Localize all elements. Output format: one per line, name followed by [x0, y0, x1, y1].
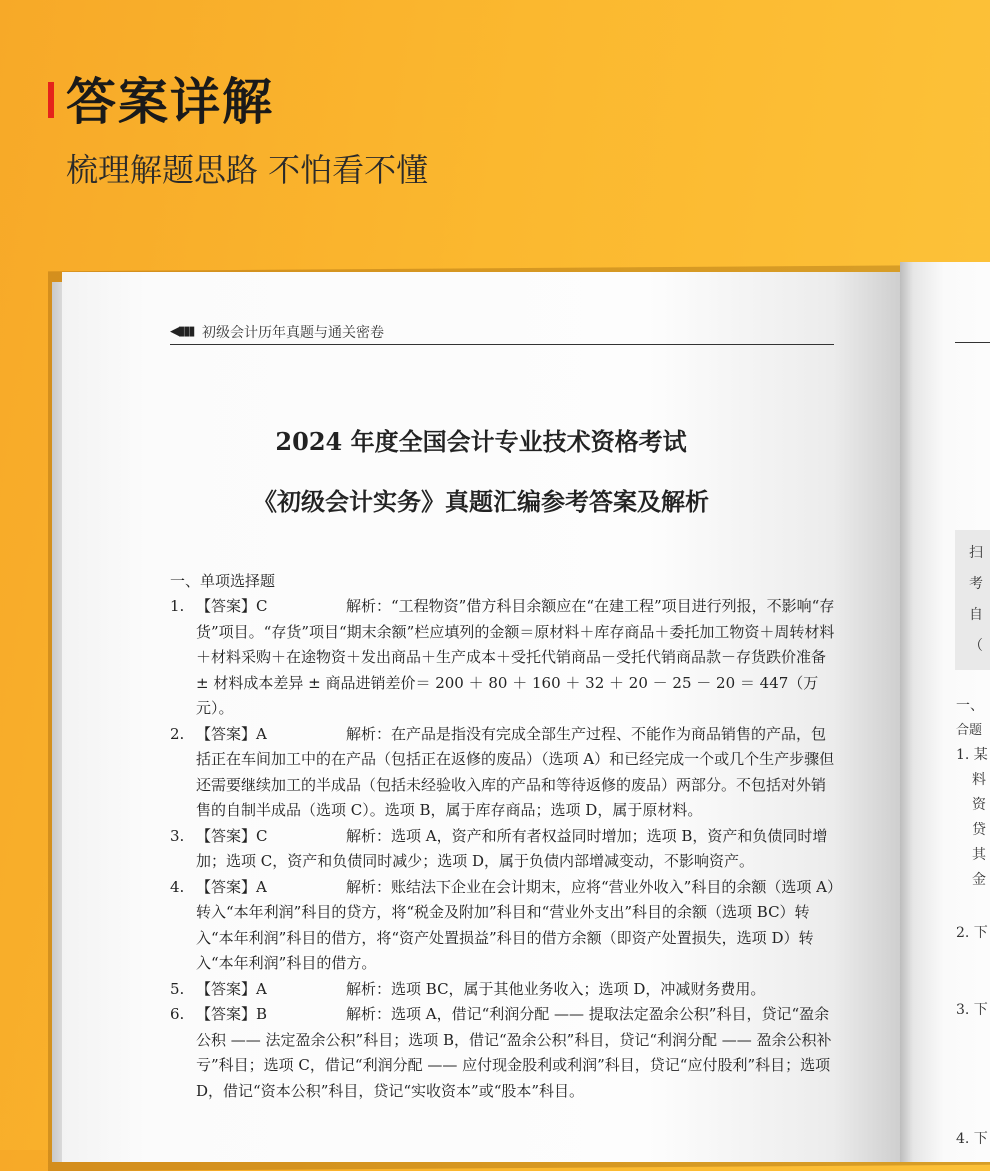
- item-answer: 【答案】A: [196, 877, 267, 896]
- item-answer: 【答案】A: [196, 979, 267, 998]
- right-page-text: 4. 下: [956, 1131, 988, 1147]
- section-heading: 一、单项选择题: [170, 572, 276, 590]
- answer-list: [170, 594, 838, 1104]
- item-number: 6.: [170, 1005, 185, 1023]
- right-page-text: 1. 某: [956, 747, 988, 763]
- right-page-text: 料: [972, 772, 986, 788]
- item-explanation: 解析：选项 BC，属于其他业务收入；选项 D，冲减财务费用。: [346, 979, 766, 998]
- item-number: 5.: [170, 979, 185, 998]
- item-explanation: 解析：选项 A，资产和所有者权益同时增加；选项 B，资产和负债同时增加；选项 C，资产和负债同时减少；选项 D，属于负债内部增减变动，不影响资产。: [196, 826, 828, 870]
- answer-item: [170, 824, 838, 875]
- answer-item: [170, 722, 838, 824]
- right-page-text: 3. 下: [956, 1002, 988, 1018]
- right-box-text: 自: [969, 607, 983, 623]
- item-explanation: 解析：账结法下企业在会计期末，应将“营业外收入”科目的余额（选项 A）转入“本年利润”科目的贷方，将“税金及附加”科目和“营业外支出”科目的余额（选项 BC）转入“本年利润”科目的借方，将“资产处置损益”科目的借方余额（即资产处置损失，选项 D）转入“本年利润”科目的借方。: [196, 877, 835, 972]
- running-head: [170, 320, 834, 345]
- right-page-text: 2. 下: [956, 925, 988, 941]
- right-page-text: 一、: [956, 698, 984, 714]
- answer-item: [170, 1002, 838, 1104]
- item-number: 3.: [170, 826, 185, 845]
- right-box-text: 扫: [969, 545, 983, 561]
- item-explanation: 解析：“工程物资”借方科目余额应在“在建工程”项目进行列报，不影响“存货”项目。“存货”项目“期末余额”栏应填列的金额＝原材料＋库存商品＋委托加工物资＋周转材料＋材料采购＋在途物资＋发出商品＋生产成本＋受托代销商品－受托代销商品款－存货跌价准备 ± 材料成本差异 ± 商品进销差价＝ 200 ＋ 80 ＋ 160 ＋ 32 ＋ 20 － 25 － 20 ＝ 447（万元）。: [196, 597, 835, 717]
- document-title-line2: 《初级会计实务》真题汇编参考答案及解析: [253, 487, 709, 516]
- hero-title: 答案详解: [66, 73, 274, 131]
- right-running-head-rule: [955, 342, 990, 343]
- hero-accent-bar: [48, 82, 54, 118]
- answer-item: [170, 977, 838, 1003]
- hero-subtitle: 梳理解题思路 不怕看不懂: [66, 151, 429, 189]
- answer-item: [170, 875, 838, 977]
- right-box-text: 考: [969, 576, 983, 592]
- book-marker-icon: ◀▮▮▮: [170, 324, 194, 339]
- right-page-text: 金: [972, 872, 986, 888]
- right-page-text: 合题: [956, 723, 983, 738]
- item-answer: 【答案】A: [196, 724, 267, 743]
- item-answer: 【答案】B: [196, 1005, 268, 1023]
- right-info-box: [955, 530, 990, 670]
- item-answer: 【答案】C: [196, 597, 268, 615]
- right-page-text: 资: [972, 797, 986, 813]
- right-page-text: 贷: [972, 822, 986, 838]
- book-right-page: [900, 262, 990, 1162]
- item-number: 4.: [170, 877, 185, 896]
- item-number: 1.: [170, 597, 185, 615]
- item-explanation: 解析：在产品是指没有完成全部生产过程、不能作为商品销售的产品，包括正在车间加工中的在产品（包括正在返修的废品）（选项 A）和已经完成一个或几个生产步骤但还需要继续加工的半成品（包括未经验收入库的产品和等待返修的废品）两部分。不包括对外销售的自制半成品（选项 C）。选项 B，属于库存商品；选项 D，属于原材料。: [196, 724, 835, 819]
- item-answer: 【答案】C: [196, 826, 268, 845]
- item-explanation: 解析：选项 A，借记“利润分配 —— 提取法定盈余公积”科目，贷记“盈余公积 —— 法定盈余公积”科目；选项 B，借记“盈余公积”科目，贷记“利润分配 —— 盈余公积补亏”科目；选项 C，借记“利润分配 —— 应付现金股利或利润”科目，贷记“应付股利”科目；选项 D，借记“资本公积”科目，贷记“实收资本”或“股本”科目。: [196, 1005, 832, 1100]
- document-title-line1: 2024 年度全国会计专业技术资格考试: [275, 427, 687, 456]
- item-number: 2.: [170, 724, 185, 743]
- running-head-text: 初级会计历年真题与通关密卷: [202, 325, 384, 341]
- answer-item: [170, 594, 838, 722]
- book-left-page: [62, 272, 900, 1162]
- right-box-text: （: [969, 638, 983, 654]
- right-page-text: 其: [972, 847, 986, 863]
